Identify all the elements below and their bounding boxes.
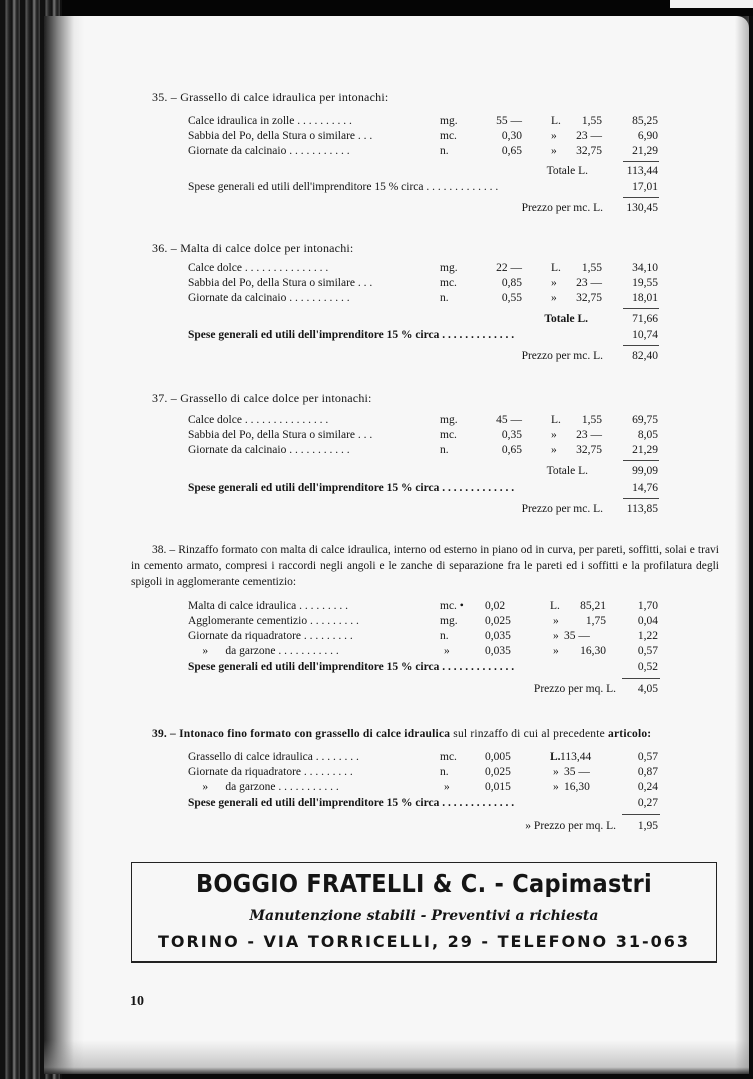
price-label: Prezzo per mq. L. (533, 683, 616, 695)
overhead-row (188, 181, 658, 195)
item-title: 36. – Malta di calce dolce per intonachi: (152, 241, 354, 255)
row-unit-price: 23 — (576, 429, 602, 441)
row-quantity: 0,30 (501, 130, 522, 142)
table-row (188, 751, 658, 765)
row-amount: 19,55 (632, 277, 658, 289)
row-unit-price: 1,55 (581, 414, 602, 426)
row-amount: 18,01 (632, 292, 658, 304)
total-row (188, 465, 658, 479)
item-title-rest: sul rinzaffo di cui al precedente (450, 728, 609, 740)
row-amount: 6,90 (637, 130, 658, 142)
row-currency: » (551, 277, 557, 289)
row-amount: 85,25 (632, 115, 658, 127)
table-row (188, 115, 658, 129)
price-row (188, 202, 658, 216)
row-unit: mg. (440, 115, 458, 127)
ad-company-name: BOGGIO FRATELLI & C. - Capimastri (195, 869, 653, 898)
total-label: Totale L. (546, 465, 588, 477)
row-amount: 69,75 (632, 414, 658, 426)
total-label: Totale L. (544, 313, 588, 325)
row-currency: L. (551, 414, 561, 426)
table-row (188, 645, 658, 659)
row-amount: 21,29 (632, 444, 658, 456)
overhead-label: Spese generali ed utili dell'imprenditore 15 % circa . . . . . . . . . . . . . (188, 797, 515, 809)
overhead-row (188, 329, 658, 343)
row-currency: » (551, 130, 557, 142)
row-unit-price: 1,55 (581, 262, 602, 274)
row-currency: L. (551, 262, 561, 274)
price-rule (622, 814, 660, 815)
overhead-row (188, 797, 658, 811)
table-row (188, 429, 658, 443)
total-value: 99,09 (632, 465, 658, 477)
price-rule (623, 498, 659, 499)
row-unit-price: 16,30 (564, 781, 590, 793)
row-description: Malta di calce idraulica . . . . . . . . . (188, 600, 348, 612)
row-unit-price: 32,75 (576, 145, 602, 157)
item-title (152, 728, 651, 740)
page-number: 10 (130, 994, 144, 1009)
row-unit-price: 1,55 (581, 115, 602, 127)
row-unit: n. (440, 766, 449, 778)
ad-tagline: Manutenzione stabili - Preventivi a richiesta (249, 908, 599, 924)
row-unit: mc. • (440, 600, 464, 612)
row-description: Agglomerante cementizio . . . . . . . . . (188, 615, 359, 627)
row-amount: 0,57 (637, 751, 658, 763)
row-quantity: 0,65 (501, 145, 522, 157)
row-unit-price: 23 — (576, 130, 602, 142)
row-amount: 0,04 (637, 615, 658, 627)
overhead-row (188, 661, 658, 675)
row-currency: » (553, 615, 559, 627)
row-description: Sabbia del Po, della Stura o similare . . . (188, 277, 373, 289)
row-quantity: 0,025 (485, 615, 511, 627)
overhead-label: Spese generali ed utili dell'imprenditore 15 % circa . . . . . . . . . . . . . (188, 181, 499, 193)
row-quantity: 0,035 (485, 630, 511, 642)
row-quantity: 0,35 (501, 429, 522, 441)
item-title: 37. – Grassello di calce dolce per intonachi: (152, 391, 372, 405)
table-row (188, 262, 658, 276)
row-amount: 34,10 (632, 262, 658, 274)
price-label: Prezzo per mc. L. (521, 350, 603, 362)
row-amount: 1,70 (637, 600, 658, 612)
row-amount: 0,57 (637, 645, 658, 657)
ad-address: TORINO - VIA TORRICELLI, 29 - TELEFONO 31-063 (157, 932, 691, 951)
row-amount: 21,29 (632, 145, 658, 157)
row-unit: n. (440, 145, 449, 157)
row-unit: n. (440, 630, 449, 642)
item-title: 35. – Grassello di calce idraulica per intonachi: (152, 90, 389, 104)
price-rule (622, 678, 660, 679)
overhead-value: 0,27 (637, 797, 658, 809)
row-description: Giornate da calcinaio . . . . . . . . . . . (188, 444, 350, 456)
row-currency: L. (550, 751, 561, 763)
row-unit: » (444, 645, 450, 657)
row-description: Grassello di calce idraulica . . . . . . . . (188, 751, 359, 763)
price-value: 130,45 (626, 202, 658, 214)
row-amount: 0,87 (637, 766, 658, 778)
row-currency: » (551, 145, 557, 157)
row-quantity: 0,025 (485, 766, 511, 778)
table-row (188, 444, 658, 458)
row-unit-price: 85,21 (580, 600, 606, 612)
row-currency: L. (550, 600, 560, 612)
row-unit: mg. (440, 615, 458, 627)
row-currency: L. (551, 115, 561, 127)
row-unit-price: 1,75 (585, 615, 606, 627)
row-description: Sabbia del Po, della Stura o similare . . . (188, 429, 373, 441)
row-unit: n. (440, 444, 449, 456)
table-row (188, 277, 658, 291)
price-row (188, 820, 658, 834)
row-description: Giornate da riquadratore . . . . . . . . . (188, 766, 353, 778)
row-currency: » (551, 429, 557, 441)
row-unit-price: 113,44 (560, 751, 592, 763)
table-row (188, 292, 658, 306)
table-row (188, 766, 658, 780)
row-quantity: 45 — (496, 414, 522, 426)
subtotal-rule (623, 460, 659, 461)
price-value: 4,05 (637, 683, 658, 695)
row-description: Giornate da calcinaio . . . . . . . . . . . (188, 145, 350, 157)
overhead-value: 17,01 (632, 181, 658, 193)
total-row (188, 165, 658, 179)
row-amount: 0,24 (637, 781, 658, 793)
item-title-end: articolo: (608, 728, 652, 740)
row-currency: » (553, 645, 559, 657)
advertisement-box (131, 862, 717, 963)
row-description: » da garzone . . . . . . . . . . . (188, 781, 339, 793)
price-row (188, 350, 658, 364)
total-label: Totale L. (546, 165, 588, 177)
subtotal-rule (623, 161, 659, 162)
row-unit-price: 32,75 (576, 292, 602, 304)
item-title-bold: 39. – Intonaco fino formato con grassello di calce idraulica (152, 728, 451, 740)
row-description: Sabbia del Po, della Stura o similare . . . (188, 130, 373, 142)
row-quantity: 0,85 (501, 277, 522, 289)
price-row (188, 503, 658, 517)
row-description: Calce idraulica in zolle . . . . . . . . . . (188, 115, 352, 127)
overhead-label: Spese generali ed utili dell'imprenditore 15 % circa . . . . . . . . . . . . . (188, 329, 515, 341)
row-unit: mg. (440, 262, 458, 274)
total-value: 113,44 (626, 165, 658, 177)
overhead-value: 10,74 (632, 329, 658, 341)
price-rule (623, 345, 659, 346)
row-quantity: 0,65 (501, 444, 522, 456)
total-row (188, 313, 658, 327)
row-description: » da garzone . . . . . . . . . . . (188, 645, 339, 657)
price-label: Prezzo per mc. L. (521, 503, 603, 515)
row-description: Giornate da riquadratore . . . . . . . . . (188, 630, 353, 642)
price-value: 113,85 (626, 503, 658, 515)
price-row (188, 683, 658, 697)
overhead-label: Spese generali ed utili dell'imprenditore 15 % circa . . . . . . . . . . . . . (188, 482, 515, 494)
overhead-row (188, 482, 658, 496)
row-unit-price: 23 — (576, 277, 602, 289)
table-row (188, 414, 658, 428)
row-quantity: 22 — (496, 262, 522, 274)
row-amount: 1,22 (637, 630, 658, 642)
row-unit-price: 16,30 (580, 645, 606, 657)
row-description: Giornate da calcinaio . . . . . . . . . . . (188, 292, 350, 304)
row-description: Calce dolce . . . . . . . . . . . . . . . (188, 414, 329, 426)
row-quantity: 0,015 (485, 781, 511, 793)
row-currency: » (551, 444, 557, 456)
row-quantity: 55 — (496, 115, 522, 127)
row-quantity: 0,035 (485, 645, 511, 657)
item-description: 38. – Rinzaffo formato con malta di calce idraulica, interno od esterno in piano od in curva, per pareti, soffitti, solai e travi in cemento armato, compresi i raccordi negli angoli e le zanche di separazione fra le pareti ed i soffitti e la profilatura degli spigoli in agglomerante cementizio: (131, 544, 719, 588)
row-currency: » (553, 781, 559, 793)
row-unit: mg. (440, 414, 458, 426)
total-value: 71,66 (632, 313, 658, 325)
row-amount: 8,05 (637, 429, 658, 441)
row-unit: mc. (440, 277, 457, 289)
price-rule (623, 197, 659, 198)
row-currency: » (551, 292, 557, 304)
overhead-value: 0,52 (637, 661, 658, 673)
subtotal-rule (623, 308, 659, 309)
price-value: 1,95 (637, 820, 658, 832)
row-unit-price: 32,75 (576, 444, 602, 456)
price-label: Prezzo per mc. L. (521, 202, 603, 214)
row-description: Calce dolce . . . . . . . . . . . . . . . (188, 262, 329, 274)
row-unit: » (444, 781, 450, 793)
overhead-value: 14,76 (632, 482, 658, 494)
overhead-label: Spese generali ed utili dell'imprenditore 15 % circa . . . . . . . . . . . . . (188, 661, 515, 673)
price-value: 82,40 (632, 350, 658, 362)
row-unit: n. (440, 292, 449, 304)
price-label: » Prezzo per mq. L. (525, 820, 616, 832)
row-unit: mc. (440, 751, 457, 763)
table-row (188, 630, 658, 644)
row-currency: » (553, 766, 559, 778)
row-quantity: 0,55 (501, 292, 522, 304)
row-unit: mc. (440, 130, 457, 142)
row-quantity: 0,005 (485, 751, 511, 763)
table-row (188, 781, 658, 795)
row-currency: » (553, 630, 559, 642)
row-unit-price: 35 — (564, 630, 590, 642)
table-row (188, 600, 658, 614)
table-row (188, 145, 658, 159)
row-unit: mc. (440, 429, 457, 441)
row-unit-price: 35 — (564, 766, 590, 778)
row-quantity: 0,02 (485, 600, 506, 612)
table-row (188, 615, 658, 629)
table-row (188, 130, 658, 144)
